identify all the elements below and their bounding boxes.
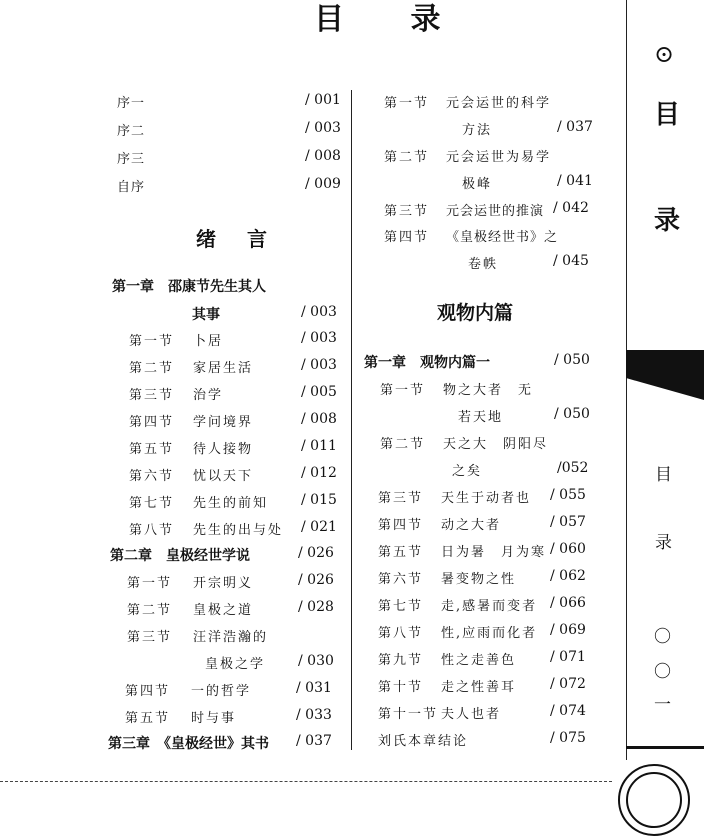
ch2-s3-title-cont: 皇极之学: [205, 657, 266, 672]
toc-section-title: 日为暑 月为寒: [441, 545, 547, 560]
toc-section-number: 第六节: [378, 572, 424, 587]
toc-section-title: 一的哲学: [191, 684, 252, 699]
side-black-band: [626, 350, 704, 400]
chapter-2-title: 第二章 皇极经世学说: [110, 548, 250, 564]
toc-section-number: 第九节: [378, 653, 424, 668]
preface-label: 序二: [117, 124, 146, 139]
r-s4-title-cont: 卷帙: [468, 257, 499, 272]
toc-section-title: 性之走善色: [441, 653, 517, 668]
r-c1-num: 第一节: [380, 383, 426, 398]
toc-section-title: 夫人也者: [441, 707, 502, 722]
toc-section-number: 第三节: [129, 388, 175, 403]
toc-section-title: 先生的前知: [193, 496, 269, 511]
toc-page-number: / 011: [301, 438, 337, 454]
toc-page-number: / 005: [301, 384, 337, 400]
toc-section-number: 第七节: [129, 496, 175, 511]
toc-section-title: 先生的出与处: [193, 523, 284, 538]
toc-section-title: 治学: [193, 388, 224, 403]
r-s3-num: 第三节: [384, 204, 430, 219]
side-page-digit-1: 〇: [654, 627, 671, 647]
toc-section-number: 第十节: [378, 680, 424, 695]
chapter-1-title: 第一章 邵康节先生其人: [112, 279, 266, 295]
side-bottom-rule: [626, 746, 704, 749]
toc-section-title: 走,感暑而变者: [441, 599, 538, 614]
toc-section-title: 性,应雨而化者: [441, 626, 538, 641]
side-label-char-2: 录: [655, 533, 672, 553]
toc-page-number: / 057: [550, 514, 586, 530]
toc-page-number: / 028: [298, 599, 334, 615]
toc-section-title: 家居生活: [193, 361, 254, 376]
side-label-char-1: 目: [655, 465, 672, 485]
toc-page-number: / 072: [550, 676, 586, 692]
preface-page: / 001: [305, 92, 341, 108]
preface-page: / 009: [305, 176, 341, 192]
side-page-digit-2: 〇: [654, 662, 671, 682]
toc-page-number: / 031: [296, 680, 332, 696]
r-chapter-page: / 050: [554, 352, 590, 368]
chapter-1-title-cont: 其事: [192, 307, 220, 323]
chapter-1-page: / 003: [301, 304, 337, 320]
column-divider: [351, 90, 352, 750]
toc-section-number: 第七节: [378, 599, 424, 614]
toc-section-number: 第十一节: [378, 707, 439, 722]
page-title: 目 录: [314, 2, 469, 37]
toc-page-number: / 003: [301, 330, 337, 346]
preface-label: 自序: [117, 180, 146, 195]
toc-page-number: / 069: [550, 622, 586, 638]
toc-section-number: 第五节: [129, 442, 175, 457]
toc-section-number: 第一节: [127, 576, 173, 591]
toc-section-title: 忧以天下: [193, 469, 254, 484]
r-s1-num: 第一节: [384, 96, 430, 111]
r-c1-title: 物之大者 无: [443, 383, 534, 398]
toc-section-number: 第八节: [129, 523, 175, 538]
toc-page-number: / 066: [550, 595, 586, 611]
toc-section-title: 开宗明义: [193, 576, 254, 591]
r-chapter-title: 第一章 观物内篇一: [364, 355, 490, 371]
r-c1-page: / 050: [554, 406, 590, 422]
r-c2-title: 天之大 阴阳尽: [443, 437, 549, 452]
toc-section-number: 刘氏本章结论: [378, 734, 469, 749]
toc-section-title: 时与事: [191, 711, 237, 726]
r-s2-num: 第二节: [384, 150, 430, 165]
ch2-s3-page: / 030: [298, 653, 334, 669]
toc-page-number: / 074: [550, 703, 586, 719]
r-s3-page: / 042: [553, 200, 589, 216]
toc-section-number: 第五节: [378, 545, 424, 560]
preface-label: 序一: [117, 96, 146, 111]
ch2-s3-title: 汪洋浩瀚的: [193, 630, 269, 645]
r-s1-title: 元会运世的科学: [446, 96, 552, 111]
part-title: 观物内篇: [437, 302, 514, 324]
r-s3-title: 元会运世的推演: [446, 204, 545, 219]
toc-page-number: / 015: [301, 492, 337, 508]
toc-page-number: / 033: [296, 707, 332, 723]
toc-section-number: 第四节: [125, 684, 171, 699]
toc-page-number: / 060: [550, 541, 586, 557]
r-c2-page: /052: [557, 460, 589, 476]
toc-section-number: 第二节: [127, 603, 173, 618]
toc-page-number: / 008: [301, 411, 337, 427]
side-title-char-1: 目: [654, 100, 681, 130]
toc-page-number: / 071: [550, 649, 586, 665]
toc-page-number: / 075: [550, 730, 586, 746]
toc-section-title: 动之大者: [441, 518, 502, 533]
r-c1-title-cont: 若天地: [458, 410, 504, 425]
circle-dot-icon: ⊙: [654, 40, 675, 68]
chapter-2-page: / 026: [298, 545, 334, 561]
toc-section-number: 第二节: [129, 361, 175, 376]
preface-page: / 003: [305, 120, 341, 136]
side-title-char-2: 录: [654, 206, 681, 236]
toc-section-number: 第四节: [378, 518, 424, 533]
r-s2-page: / 041: [557, 173, 593, 189]
chapter-3-title: 第三章 《皇极经世》其书: [108, 736, 269, 752]
toc-section-title: 学问境界: [193, 415, 254, 430]
r-c2-title-cont: 之矣: [452, 464, 483, 479]
preface-page: / 008: [305, 148, 341, 164]
r-s2-title-cont: 极峰: [462, 177, 493, 192]
chapter-3-page: / 037: [296, 733, 332, 749]
r-s1-page: / 037: [557, 119, 593, 135]
r-s2-title: 元会运世为易学: [446, 150, 552, 165]
toc-section-number: 第六节: [129, 469, 175, 484]
toc-page-number: / 003: [301, 357, 337, 373]
toc-section-number: 第四节: [129, 415, 175, 430]
r-c2-num: 第二节: [380, 437, 426, 452]
ornament-seal-icon: [618, 764, 690, 836]
toc-section-title: 皇极之道: [193, 603, 254, 618]
toc-section-number: 第三节: [378, 491, 424, 506]
toc-page-number: / 062: [550, 568, 586, 584]
r-s4-page: / 045: [553, 253, 589, 269]
toc-section-title: 卜居: [193, 334, 224, 349]
toc-section-title: 走之性善耳: [441, 680, 517, 695]
preface-label: 序三: [117, 152, 146, 167]
toc-section-number: 第五节: [125, 711, 171, 726]
r-s4-title: 《皇极经世书》之: [446, 230, 559, 245]
toc-page-number: / 026: [298, 572, 334, 588]
toc-section-title: 暑变物之性: [441, 572, 517, 587]
toc-page-number: / 021: [301, 519, 337, 535]
toc-section-title: 待人接物: [193, 442, 254, 457]
side-page-digit-3: 一: [654, 695, 671, 715]
toc-section-number: 第八节: [378, 626, 424, 641]
r-s1-title-cont: 方法: [462, 123, 493, 138]
section-title: 绪 言: [196, 227, 279, 251]
toc-section-title: 天生于动者也: [441, 491, 532, 506]
ch2-s3-num: 第三节: [127, 630, 173, 645]
toc-page-number: / 012: [301, 465, 337, 481]
toc-section-number: 第一节: [129, 334, 175, 349]
toc-page-number: / 055: [550, 487, 586, 503]
r-s4-num: 第四节: [384, 230, 430, 245]
bottom-rule: [0, 781, 612, 783]
